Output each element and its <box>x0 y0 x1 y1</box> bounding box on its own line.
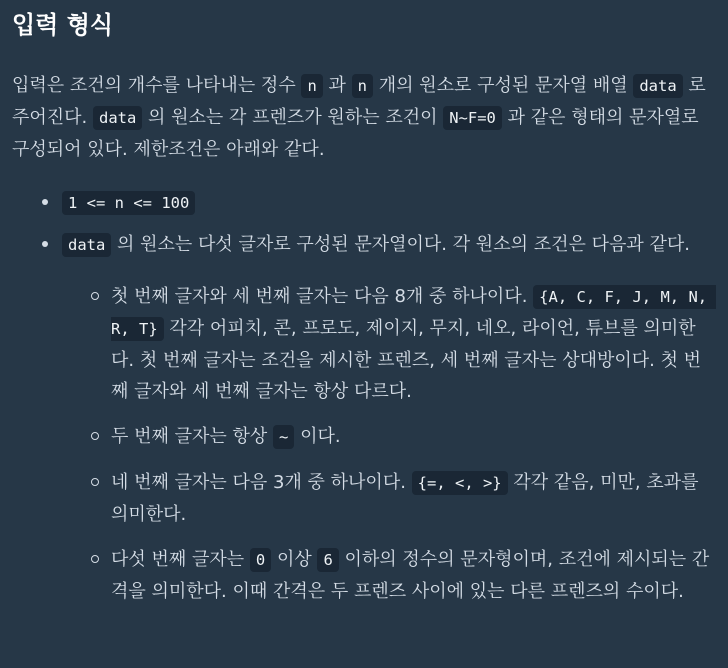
inline-code: data <box>62 233 111 257</box>
sub-item-text: 각각 같음, 미만, 초과를 의미한다. <box>111 472 699 525</box>
sub-item-text: 이상 <box>271 549 318 570</box>
sub-item-text: 다섯 번째 글자는 <box>111 549 250 570</box>
section-heading: 입력 형식 <box>12 11 114 39</box>
intro-text: 입력은 조건의 개수를 나타내는 정수 <box>12 75 302 96</box>
intro-text: 의 원소는 각 프렌즈가 원하는 조건이 <box>142 107 444 128</box>
intro-text: 개의 원소로 구성된 문자열 배열 <box>372 75 634 96</box>
sub-item-text: 네 번째 글자는 다음 3개 중 하나이다. <box>111 472 412 493</box>
sub-item-text: 이다. <box>294 426 341 447</box>
intro-text: 과 같은 형태의 문자열로 구성되어 있다. 제한조건은 아래와 같다. <box>12 107 699 160</box>
sub-list-item <box>62 544 728 607</box>
constraint-list <box>12 187 728 607</box>
sub-list-item <box>62 467 728 530</box>
inline-code: {A, C, F, J, M, N, R, T} <box>111 285 716 341</box>
inline-code: 1 <= n <= 100 <box>62 191 195 215</box>
intro-paragraph <box>12 70 728 165</box>
intro-text: 로 주어진다. <box>12 75 706 128</box>
sub-item-text: 각각 어피치, 콘, 프로도, 제이지, 무지, 네오, 라이언, 튜브를 의미한다. 첫 번째 글자는 조건을 제시한 프렌즈, 세 번째 글자는 상대방이다. 첫 번째 글자와 세 번째 글자는 항상 다르다. <box>111 318 702 402</box>
inline-code: ~ <box>273 425 294 449</box>
inline-code: n <box>301 74 322 98</box>
inline-code: 6 <box>317 548 338 572</box>
sub-constraint-list <box>62 281 728 607</box>
list-item-text: 의 원소는 다섯 글자로 구성된 문자열이다. 각 원소의 조건은 다음과 같다. <box>111 234 690 255</box>
sub-item-text: 두 번째 글자는 항상 <box>111 426 273 447</box>
inline-code: n <box>352 74 373 98</box>
inline-code: data <box>93 106 142 130</box>
list-item <box>12 229 728 607</box>
sub-list-item <box>62 281 728 407</box>
inline-code: {=, <, >} <box>412 471 508 495</box>
sub-list-item <box>62 421 728 453</box>
inline-code: data <box>633 74 682 98</box>
sub-item-text: 이하의 정수의 문자형이며, 조건에 제시되는 간격을 의미한다. 이때 간격은 두 프렌즈 사이에 있는 다른 프렌즈의 수이다. <box>111 549 710 602</box>
list-item <box>12 187 728 219</box>
intro-text: 과 <box>322 75 352 96</box>
inline-code: N~F=0 <box>443 106 502 130</box>
sub-item-text: 첫 번째 글자와 세 번째 글자는 다음 8개 중 하나이다. <box>111 286 534 307</box>
inline-code: 0 <box>250 548 271 572</box>
